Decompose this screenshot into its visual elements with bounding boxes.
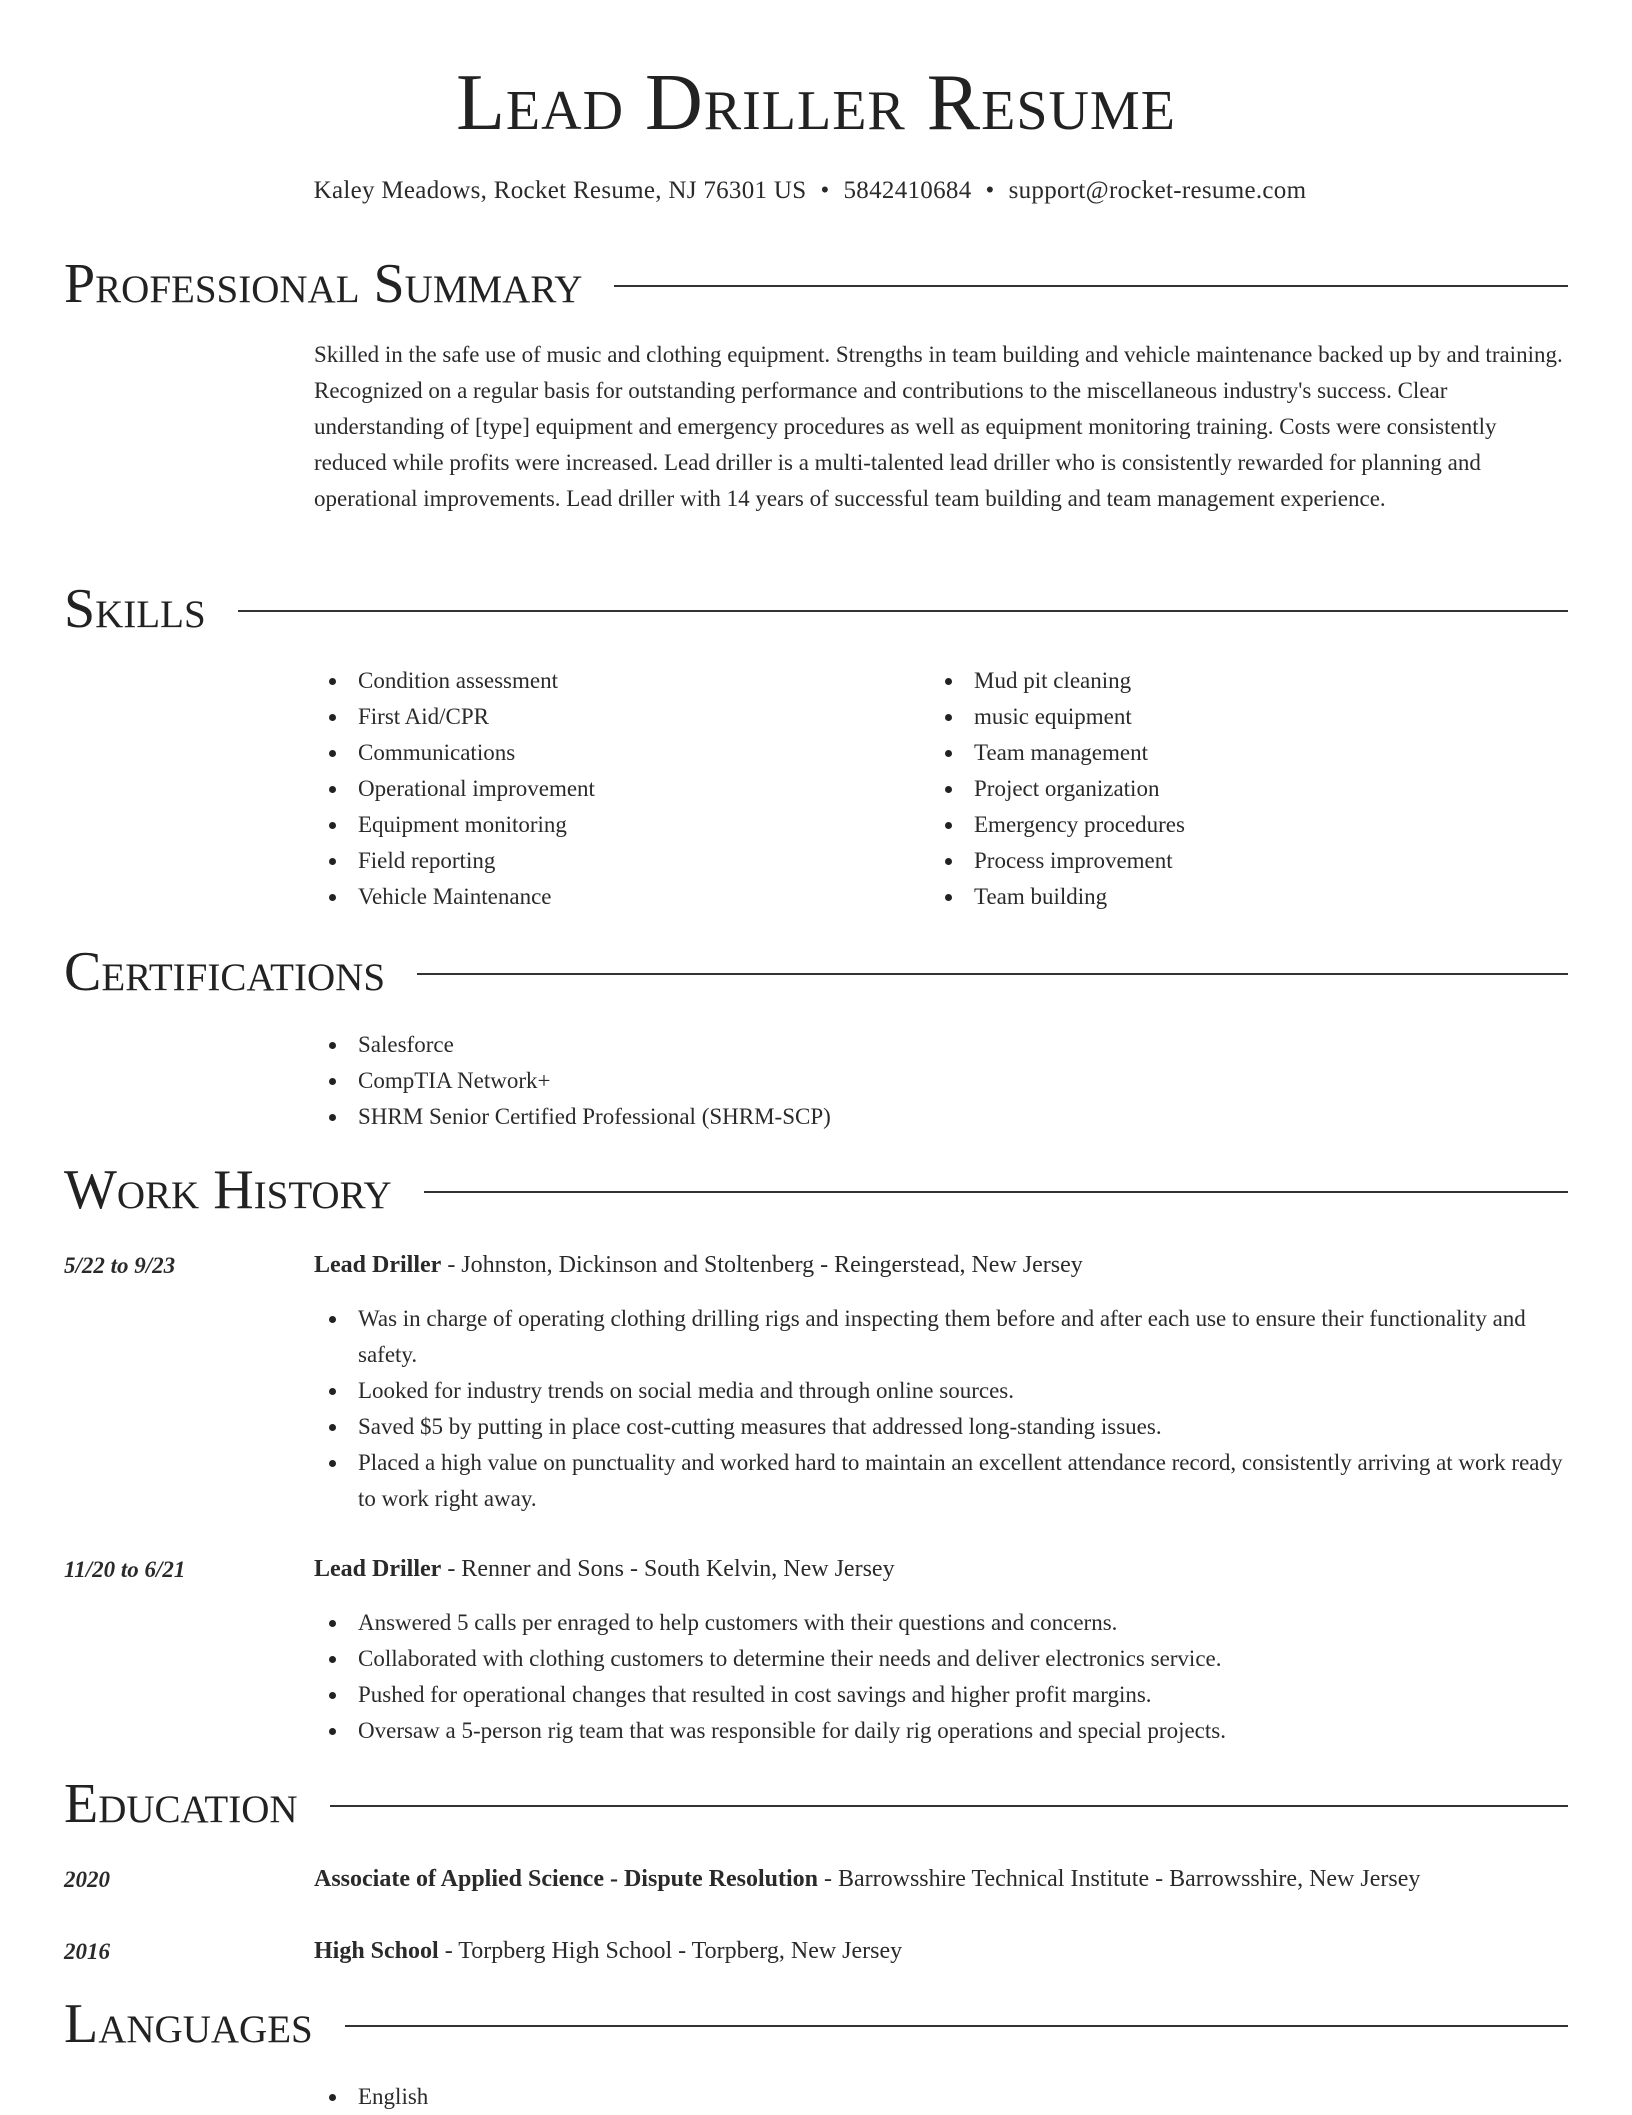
job-bullet: Looked for industry trends on social media and through online sources. <box>314 1373 1574 1409</box>
contact-email: support@rocket-resume.com <box>1008 177 1307 204</box>
education-year: 2020 <box>64 1867 110 1892</box>
certifications-section-heading <box>64 940 1568 1004</box>
job-dates: 11/20 to 6/21 <box>64 1557 186 1582</box>
summary-heading: Professional Summary <box>64 253 583 315</box>
section-divider <box>330 1805 1568 1807</box>
skill-item: Operational improvement <box>314 771 914 807</box>
contact-address: Kaley Meadows, Rocket Resume, NJ 76301 US <box>313 177 807 204</box>
job-bullet: Collaborated with clothing customers to determine their needs and deliver electronics service. <box>314 1641 1574 1677</box>
education-year: 2016 <box>64 1939 110 1964</box>
certification-item: SHRM Senior Certified Professional (SHRM-SCP) <box>314 1099 1514 1135</box>
section-divider <box>614 285 1568 287</box>
contact-separator: • <box>985 177 995 204</box>
education-degree: High School <box>314 1938 439 1964</box>
skill-item: music equipment <box>930 699 1530 735</box>
section-divider <box>417 973 1568 975</box>
resume-title: Lead Driller Resume <box>456 59 1176 147</box>
skill-item: Communications <box>314 735 914 771</box>
languages-list <box>314 2079 914 2115</box>
skill-item: First Aid/CPR <box>314 699 914 735</box>
skill-item: Field reporting <box>314 843 914 879</box>
job-details: - Renner and Sons - South Kelvin, New Jersey <box>441 1556 895 1582</box>
skill-item: Equipment monitoring <box>314 807 914 843</box>
education-entry <box>314 1861 1574 1897</box>
job-dates: 5/22 to 9/23 <box>64 1253 176 1278</box>
certification-item: Salesforce <box>314 1027 1514 1063</box>
section-divider <box>238 610 1568 612</box>
job-header <box>314 1551 1574 1587</box>
job-header <box>314 1247 1574 1283</box>
job-bullet: Was in charge of operating clothing drilling rigs and inspecting them before and after each use to ensure their functionality and safety. <box>314 1301 1574 1373</box>
education-entry <box>314 1933 1574 1969</box>
work-history-heading: Work History <box>64 1159 392 1221</box>
certification-item: CompTIA Network+ <box>314 1063 1514 1099</box>
job-bullet: Placed a high value on punctuality and worked hard to maintain an excellent attendance record, consistently arriving at work ready to work right away. <box>314 1445 1574 1517</box>
contact-phone: 5842410684 <box>843 177 972 204</box>
skill-item: Vehicle Maintenance <box>314 879 914 915</box>
work-history-section-heading <box>64 1158 1568 1222</box>
education-details: - Barrowsshire Technical Institute - Barrowsshire, New Jersey <box>818 1866 1421 1892</box>
skill-item: Team building <box>930 879 1530 915</box>
skill-item: Mud pit cleaning <box>930 663 1530 699</box>
skills-section-heading <box>64 577 1568 641</box>
skills-list-left <box>314 663 914 915</box>
skill-item: Condition assessment <box>314 663 914 699</box>
languages-heading: Languages <box>64 1993 313 2055</box>
skill-item: Team management <box>930 735 1530 771</box>
language-item: English <box>314 2079 914 2115</box>
education-details: - Torpberg High School - Torpberg, New Jersey <box>438 1938 903 1964</box>
job-bullet: Saved $5 by putting in place cost-cutting measures that addressed long-standing issues. <box>314 1409 1574 1445</box>
contact-separator: • <box>820 177 830 204</box>
skill-item: Project organization <box>930 771 1530 807</box>
education-section-heading <box>64 1772 1568 1836</box>
skill-item: Process improvement <box>930 843 1530 879</box>
certifications-heading: Certifications <box>64 941 386 1003</box>
job-title: Lead Driller <box>314 1252 442 1278</box>
contact-line <box>0 174 1620 208</box>
certifications-list <box>314 1027 1514 1135</box>
job-bullet: Oversaw a 5-person rig team that was responsible for daily rig operations and special projects. <box>314 1713 1574 1749</box>
education-degree: Associate of Applied Science - Dispute Resolution <box>314 1866 818 1892</box>
skills-list-right <box>930 663 1530 915</box>
job-title: Lead Driller <box>314 1556 442 1582</box>
job-bullet-list <box>314 1605 1574 1749</box>
job-bullet: Answered 5 calls per enraged to help customers with their questions and concerns. <box>314 1605 1574 1641</box>
education-heading: Education <box>64 1773 298 1835</box>
languages-section-heading <box>64 1992 1568 2056</box>
job-details: - Johnston, Dickinson and Stoltenberg - Reingerstead, New Jersey <box>441 1252 1083 1278</box>
summary-text: Skilled in the safe use of music and clothing equipment. Strengths in team building and vehicle maintenance backed up by and training. Recognized on a regular basis for outstanding performance and contributions to the miscellaneous industry's success. Clear understanding of [type] equipment and emergency procedures as well as equipment monitoring training. Costs were consistently reduced while profits were increased. Lead driller is a multi-talented lead driller who is consistently rewarded for planning and operational improvements. Lead driller with 14 years of successful team building and team management experience. <box>314 342 1563 511</box>
summary-section-heading <box>64 252 1568 316</box>
skills-heading: Skills <box>64 578 206 640</box>
job-bullet-list <box>314 1301 1574 1517</box>
section-divider <box>345 2025 1568 2027</box>
job-bullet: Pushed for operational changes that resulted in cost savings and higher profit margins. <box>314 1677 1574 1713</box>
section-divider <box>424 1191 1568 1193</box>
skill-item: Emergency procedures <box>930 807 1530 843</box>
